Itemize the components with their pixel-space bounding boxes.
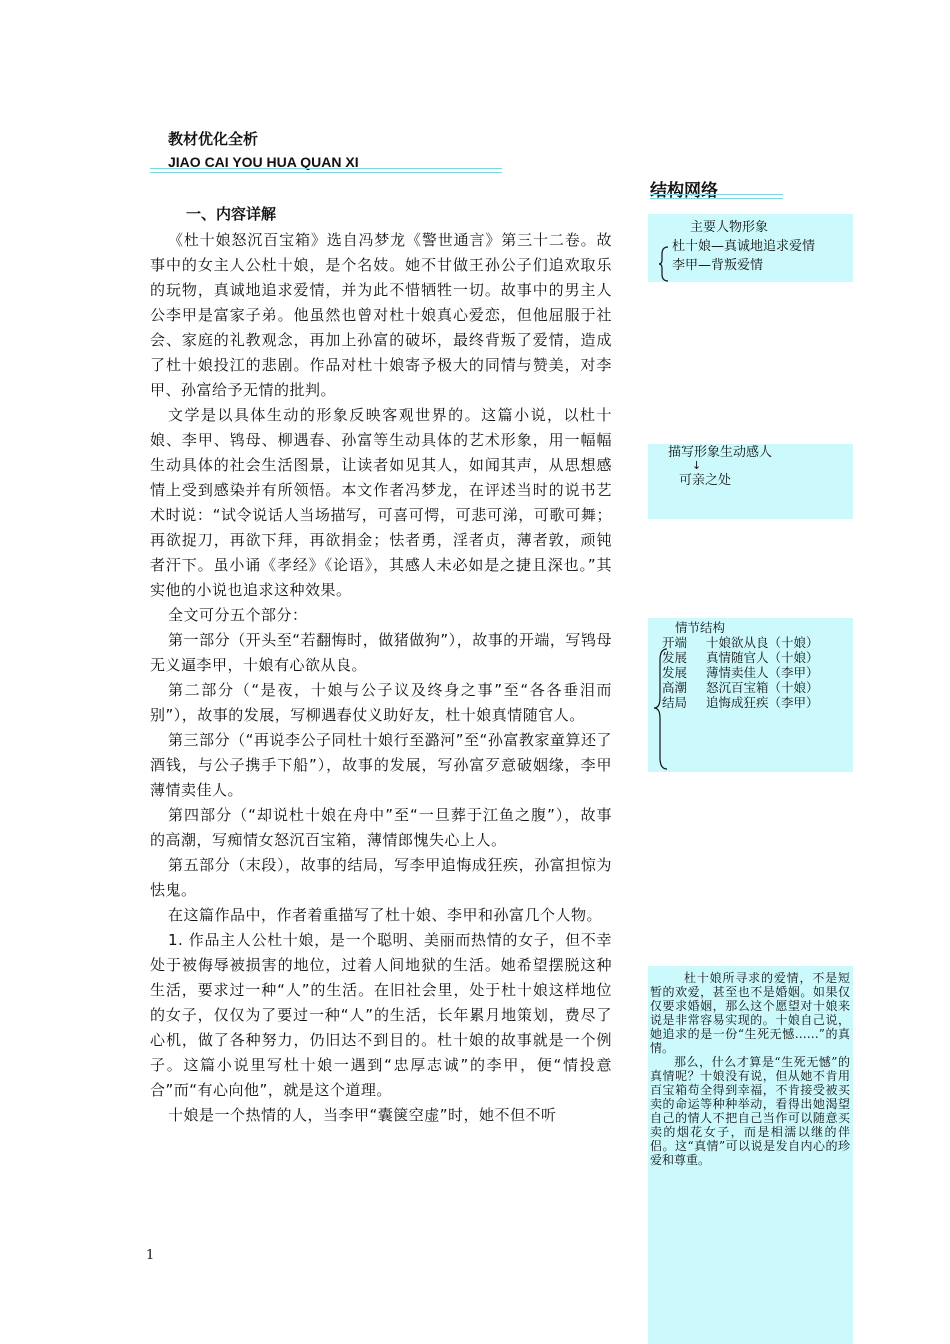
sidebar-box-characters: [648, 214, 853, 282]
commentary-paragraph: 杜十娘所寻求的爱情，不是短暂的欢爱，甚至也不是婚姻。如果仅仅要求婚姻，那么这个愿望对十娘来说是非常容易实现的。十娘自己说，她追求的是一份“生死无憾……”的真情。: [650, 971, 850, 1055]
paragraph: 第二部分（“是夜，十娘与公子议及终身之事”至“各各垂泪而别”），故事的发展，写柳遇春仗义助好友，杜十娘真情随官人。: [150, 681, 612, 724]
plot-desc: 追悔成狂疾（李甲）: [706, 695, 819, 710]
plot-stage: 开端: [662, 635, 688, 650]
commentary-paragraph: 那么，什么才算是“生死无憾”的真情呢？十娘没有说，但从她不肯用百宝箱苟全得到幸福，不肯接受被买卖的命运等种种举动，看得出她渴望自己的情人不把自己当作可以随意买卖的烟花女子，而是相濡以继的伴侣。这“真情”可以说是发自内心的珍爱和尊重。: [650, 1055, 850, 1167]
header-title-en: JIAO CAI YOU HUA QUAN XI: [168, 154, 359, 170]
characters-line-shiniang: 杜十娘—真诚地追求爱情: [672, 239, 816, 254]
sidebar-title-divider: [650, 194, 783, 199]
plot-stage-list: [662, 635, 819, 710]
paragraph: 第五部分（末段），故事的结局，写李甲追悔成狂疾，孙富担惊为怯鬼。: [150, 856, 612, 899]
paragraph: 全文可分五个部分：: [168, 606, 308, 624]
section-title: 一、内容详解: [186, 205, 277, 223]
paragraph: 文学是以具体生动的形象反映客观世界的。这篇小说，以杜十娘、李甲、鸨母、柳遇春、孙富等生动具体的艺术形象，用一幅幅生动具体的社会生活图景，让读者如见其人，如闻其声，从思想感情上受到感染并有所领悟。本文作者冯梦龙，在评述当时的说书艺术时说：“试令说话人当场描写，可喜可愕，可悲可涕，可歌可舞；再欲捉刀，再欲下拜，再欲捐金；怯者勇，淫者贞，薄者敦，顽钝者汗下。虽小诵《孝经》《论语》，其感人未必如是之捷且深也。”其实他的小说也追求这种效果。: [150, 406, 612, 599]
plot-desc: 真情随官人（十娘）: [706, 650, 819, 665]
paragraph: 在这篇作品中，作者着重描写了杜十娘、李甲和孙富几个人物。: [168, 906, 603, 924]
plot-heading: 情节结构: [675, 620, 726, 635]
portrayal-line1: 描写形象生动感人: [668, 445, 773, 460]
plot-desc: 薄情卖佳人（李甲）: [706, 665, 819, 680]
brace-icon: [658, 246, 670, 282]
paragraph: 第四部分（“却说杜十娘在舟中”至“一旦葬于江鱼之腹”），故事的高潮，写痴情女怒沉百宝箱，薄情郎愧失心上人。: [150, 806, 612, 849]
down-arrow-icon: ↓: [692, 459, 702, 472]
plot-stage: 结局: [662, 695, 688, 710]
paragraph: 《杜十娘怒沉百宝箱》选自冯梦龙《警世通言》第三十二卷。故事中的女主人公杜十娘，是个名妓。她不甘做王孙公子们追欢取乐的玩物，真诚地追求爱情，并为此不惜牺牲一切。故事中的男主人公李甲是富家子弟。他虽然也曾对杜十娘真心爱恋，但他屈服于社会、家庭的礼教观念，再加上孙富的破坏，最终背叛了爱情，造成了杜十娘投江的悲剧。作品对杜十娘寄予极大的同情与赞美，对李甲、孙富给予无情的批判。: [150, 231, 612, 399]
portrayal-line2: 可亲之处: [679, 473, 732, 488]
paragraph: 第三部分（“再说李公子同杜十娘行至潞河”至“孙富教家童算还了酒钱，与公子携手下船”），故事的发展，写孙富歹意破姻缘，李甲薄情卖佳人。: [150, 731, 612, 799]
plot-row: [662, 650, 819, 665]
sidebar-box-commentary: [648, 966, 853, 1344]
characters-heading: 主要人物形象: [690, 220, 769, 235]
sidebar-box-plot-structure: [648, 618, 853, 772]
plot-desc: 十娘欲从良（十娘）: [706, 635, 819, 650]
characters-line-lijia: 李甲—背叛爱情: [672, 258, 764, 273]
header-title-cn: 教材优化全析: [168, 130, 259, 148]
page-number: 1: [146, 1248, 155, 1263]
header-divider: [150, 168, 502, 173]
plot-stage: 高潮: [662, 680, 688, 695]
sidebar-title: 结构网络: [650, 181, 718, 201]
plot-stage: 发展: [662, 650, 688, 665]
paragraph: 第一部分（开头至“若翻悔时，做猪做狗”），故事的开端，写鸨母无义逼李甲，十娘有心欲从良。: [150, 631, 612, 674]
commentary-text: [650, 971, 850, 1167]
main-text-column: [150, 200, 612, 1128]
sidebar-box-portrayal: [648, 444, 853, 519]
paragraph: 1. 作品主人公杜十娘，是一个聪明、美丽而热情的女子，但不幸处于被侮辱被损害的地位，过着人间地狱的生活。她希望摆脱这种生活，要求过一种“人”的生活。在旧社会里，处于杜十娘这样地位的女子，仅仅为了要过一种“人”的生活，长年累月地策划，费尽了心机，做了各种努力，仍旧达不到目的。杜十娘的故事就是一个例子。这篇小说里写杜十娘一遇到“忠厚志诚”的李甲，便“情投意合”而“有心向他”，就是这个道理。: [150, 931, 612, 1099]
plot-desc: 怒沉百宝箱（十娘）: [706, 680, 819, 695]
plot-row: [662, 665, 819, 680]
plot-row: [662, 680, 819, 695]
paragraph: 十娘是一个热情的人，当李甲“囊箧空虚”时，她不但不听: [168, 1106, 557, 1124]
plot-row: [662, 635, 819, 650]
plot-row: [662, 695, 819, 710]
plot-stage: 发展: [662, 665, 688, 680]
